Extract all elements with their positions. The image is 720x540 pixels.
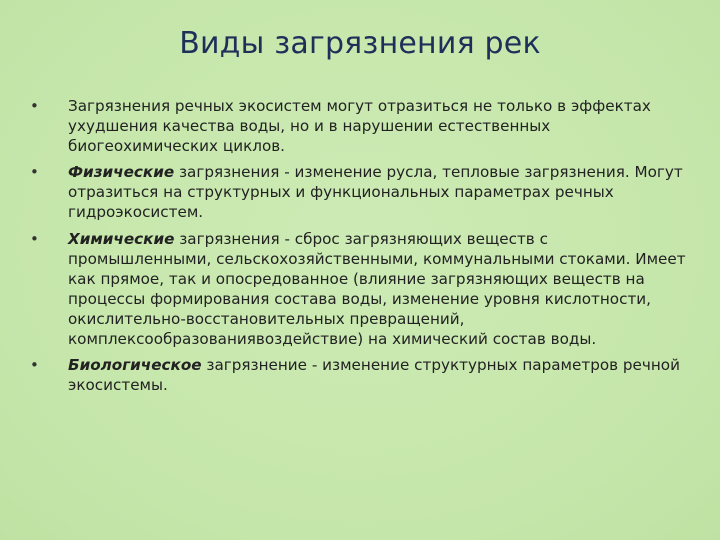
bullet-dot: • (30, 163, 39, 182)
bullet-dot: • (30, 229, 39, 248)
bullet-term: Биологическое (68, 356, 202, 375)
bullet-list (26, 96, 696, 395)
bullet-dot: • (30, 97, 39, 115)
bullet-item-intro (26, 96, 696, 156)
bullet-term: Физические (68, 163, 175, 182)
slide-title: Виды загрязнения рек (179, 26, 541, 61)
bullet-item-physical (26, 162, 696, 222)
bullet-text: загрязнения - сброс загрязняющих веществ с промышленными, сельскохозяйственными, коммунальными стоками. Имеет как прямое, так и опосредованное (влияние загрязняющих веществ на процессы формирования состава воды, изменение уровня кислотности, окислительно-восстановительных превращений, комплексообразованиявоздействие) на химический состав воды. (68, 229, 686, 349)
bullet-dot: • (30, 356, 39, 375)
bullet-term: Химические (68, 229, 175, 248)
slide-content (26, 96, 696, 401)
bullet-text: загрязнения - изменение русла, тепловые загрязнения. Могут отразиться на структурных и функциональных параметрах речных гидроэкосистем. (68, 163, 683, 222)
bullet-text: загрязнение - изменение структурных параметров речной экосистемы. (68, 356, 680, 395)
bullet-text: Загрязнения речных экосистем могут отразиться не только в эффектах ухудшения качества воды, но и в нарушении естественных биогеохимических циклов. (68, 97, 651, 156)
bullet-item-biological (26, 355, 696, 395)
bullet-item-chemical (26, 229, 696, 350)
